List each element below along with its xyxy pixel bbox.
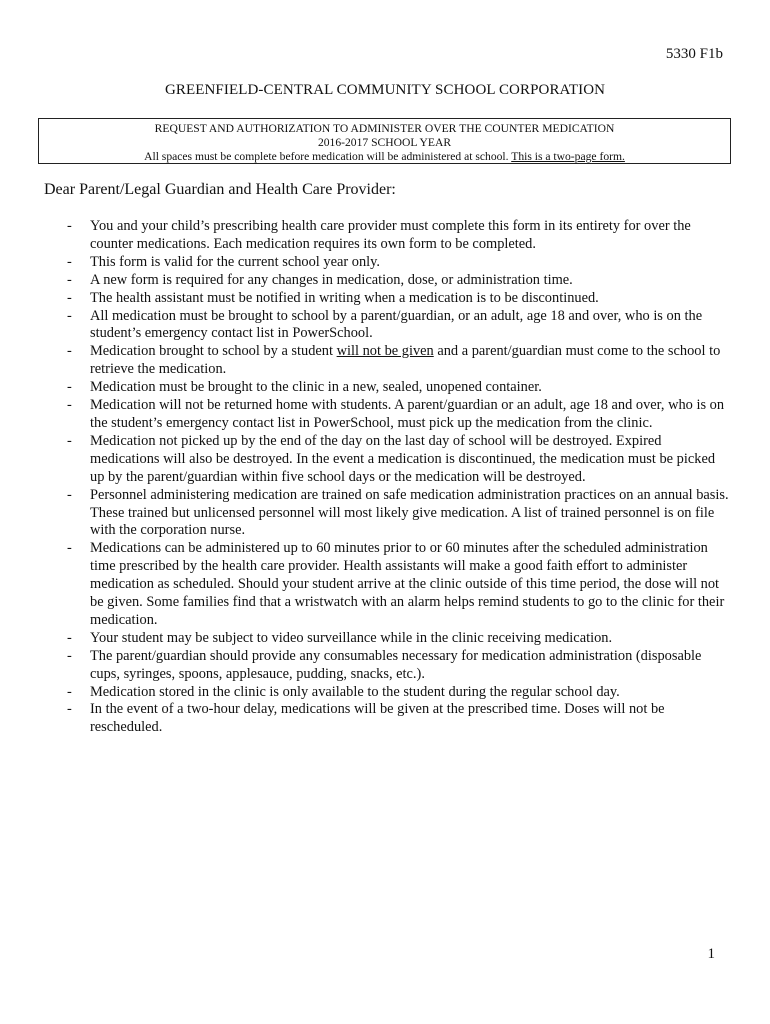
bullet-dash: - [67, 289, 72, 306]
list-item-text: Medication must be brought to the clinic in a new, sealed, unopened container. [90, 379, 542, 396]
two-page-notice: This is a two-page form. [511, 150, 625, 163]
bullet-dash: - [67, 486, 72, 503]
bullet-dash: - [67, 683, 72, 700]
bullet-dash: - [67, 647, 72, 664]
list-item-text: The parent/guardian should provide any consumables necessary for medication administration (disposable cups, syringes, spoons, applesauce, pudding, snacks, etc.). [90, 647, 702, 682]
organization-title: GREENFIELD-CENTRAL COMMUNITY SCHOOL CORPORATION [164, 82, 606, 98]
list-item [0, 379, 770, 397]
list-item-text: The health assistant must be notified in writing when a medication is to be discontinued. [90, 289, 599, 306]
list-item-text: In the event of a two-hour delay, medications will be given at the prescribed time. Doses will not be rescheduled. [90, 701, 665, 736]
bullet-dash: - [67, 540, 72, 557]
form-title: REQUEST AND AUTHORIZATION TO ADMINISTER OVER THE COUNTER MEDICATION [154, 122, 615, 135]
will-not-be-given-emphasis: will not be given [336, 343, 434, 360]
list-item [0, 218, 770, 254]
list-item-text: Medication stored in the clinic is only available to the student during the regular school day. [90, 683, 620, 700]
list-item-text: Medication not picked up by the end of the day on the last day of school will be destroyed. Expired medications will also be destroyed. In the event a medication is discontinued, the medication must be picked up by the parent/guardian within five school days or the medication will be destroyed. [90, 432, 716, 485]
list-item [0, 272, 770, 290]
bullet-dash: - [67, 218, 72, 234]
list-item-text: Personnel administering medication are trained on safe medication administration practices on an annual basis. These trained but unlicensed personnel will most likely give medication. A list of trained personnel is on file with the corporation nurse. [90, 486, 729, 539]
list-item-text: All medication must be brought to school by a parent/guardian, or an adult, age 18 and over, who is on the student’s emergency contact list in PowerSchool. [90, 307, 703, 342]
list-item [0, 343, 770, 379]
list-item [0, 254, 770, 272]
list-item [0, 701, 770, 737]
list-item-text: You and your child’s prescribing health care provider must complete this form in its entirety for over the counter medications. Each medication requires its own form to be completed. [90, 218, 691, 252]
list-item-text-end: and a parent/guardian must come to the school to retrieve the medication. [90, 343, 721, 378]
list-item-text: Medication will not be returned home with students. A parent/guardian or an adult, age 18 and over, who is on the student’s emergency contact list in PowerSchool, must pick up the medication from the clinic. [90, 397, 725, 431]
bullet-dash: - [67, 701, 72, 718]
bullet-dash: - [67, 397, 72, 414]
list-item [0, 433, 770, 487]
salutation: Dear Parent/Legal Guardian and Health Care Provider: [44, 181, 396, 198]
form-number: 5330 F1b [665, 46, 723, 62]
bullet-dash: - [67, 253, 72, 270]
list-item [0, 290, 770, 308]
bullet-dash: - [67, 271, 72, 288]
bullet-dash: - [67, 307, 72, 324]
list-item [0, 540, 770, 630]
notice-text: All spaces must be complete before medication will be administered at school. [144, 150, 512, 163]
list-item-text: A new form is required for any changes in medication, dose, or administration time. [90, 271, 573, 288]
instructions-list [0, 218, 770, 737]
bullet-dash: - [67, 343, 72, 360]
list-item [0, 397, 770, 433]
bullet-dash: - [67, 379, 72, 396]
list-item [0, 630, 770, 648]
form-header-box [38, 118, 731, 164]
list-item [0, 684, 770, 702]
school-year: 2016-2017 SCHOOL YEAR [317, 136, 452, 149]
list-item-text: Your student may be subject to video surveillance while in the clinic receiving medication. [90, 629, 613, 646]
bullet-dash: - [67, 432, 72, 449]
list-item [0, 648, 770, 684]
list-item-text: This form is valid for the current school year only. [90, 253, 380, 270]
list-item [0, 308, 770, 344]
completion-notice [39, 150, 730, 164]
list-item-text: Medications can be administered up to 60 minutes prior to or 60 minutes after the scheduled administration time prescribed by the health care provider. Health assistants will make a good faith effort to administer medication as scheduled. Should your student arrive at the clinic outside of this time period, the dose will not be given. Some families find that a wristwatch with an alarm helps remind students to go to the clinic for their medication. [90, 540, 725, 628]
list-item-text-start: Medication brought to school by a student [90, 343, 337, 360]
page-number: 1 [707, 946, 715, 962]
bullet-dash: - [67, 629, 72, 646]
list-item [0, 487, 770, 541]
